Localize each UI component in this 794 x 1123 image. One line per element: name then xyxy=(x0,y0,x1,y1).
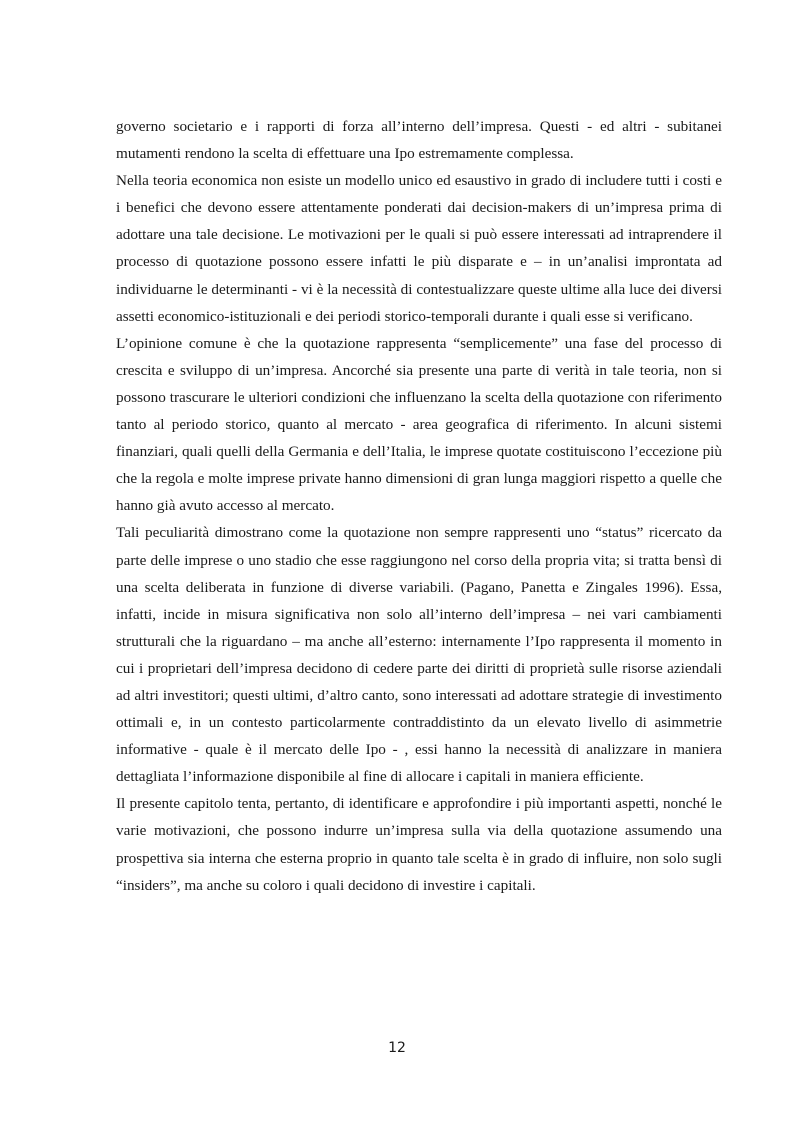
paragraph-5: Il presente capitolo tenta, pertanto, di identificare e approfondire i più importanti aspetti, nonché le varie motivazioni, che possono indurre un’impresa sulla via della quotazione assumendo una prospettiva sia interna che esterna proprio in quanto tale scelta è in grado di influire, non solo sugli “insiders”, ma anche su coloro i quali decidono di investire i capitali. xyxy=(116,795,722,894)
paragraph-2: Nella teoria economica non esiste un modello unico ed esaustivo in grado di includere tutti i costi e i benefici che devono essere attentamente ponderati dai decision-makers di un’impresa prima di adottare una tale decisione. Le motivazioni per le quali si può essere interessati ad intraprendere il processo di quotazione possono essere infatti le più disparate e – in un’analisi improntata ad individuarne le determinanti - vi è la necessità di contestualizzare queste ultime alla luce dei diversi assetti economico-istituzionali e dei periodi storico-temporali durante i quali esse si verificano. xyxy=(116,172,722,325)
body-text xyxy=(116,113,722,899)
paragraph-4: Tali peculiarità dimostrano come la quotazione non sempre rappresenti uno “status” ricercato da parte delle imprese o uno stadio che esse raggiungono nel corso della propria vita; si tratta bensì di una scelta deliberata in funzione di diverse variabili. (Pagano, Panetta e Zingales 1996). Essa, infatti, incide in misura significativa non solo all’interno dell’impresa – nei vari cambiamenti strutturali che la riguardano – ma anche all’esterno: internamente l’Ipo rappresenta il momento in cui i proprietari dell’impresa decidono di cedere parte dei diritti di proprietà sulle risorse aziendali ad altri investitori; questi ultimi, d’altro canto, sono interessati ad adottare strategie di investimento ottimali e, in un contesto particolarmente contraddistinto da un elevato livello di asimmetrie informative - quale è il mercato delle Ipo - , essi hanno la necessità di analizzare in maniera dettagliata l’informazione disponibile al fine di allocare i capitali in maniera efficiente. xyxy=(116,524,722,786)
paragraph-1: governo societario e i rapporti di forza all’interno dell’impresa. Questi - ed altri - subitanei mutamenti rendono la scelta di effettuare una Ipo estremamente complessa. xyxy=(116,118,722,163)
paragraph-3: L’opinione comune è che la quotazione rappresenta “semplicemente” una fase del processo di crescita e sviluppo di un’impresa. Ancorché sia presente una parte di verità in tale teoria, non si possono trascurare le ulteriori condizioni che influenzano la scelta della quotazione con riferimento tanto al periodo storico, quanto al mercato - area geografica di riferimento. In alcuni sistemi finanziari, quali quelli della Germania e dell’Italia, le imprese quotate costituiscono l’eccezione più che la regola e molte imprese private hanno dimensioni di gran lunga maggiori rispetto a quelle che hanno già avuto accesso al mercato. xyxy=(116,334,722,515)
page-number: 12 xyxy=(388,1040,406,1056)
